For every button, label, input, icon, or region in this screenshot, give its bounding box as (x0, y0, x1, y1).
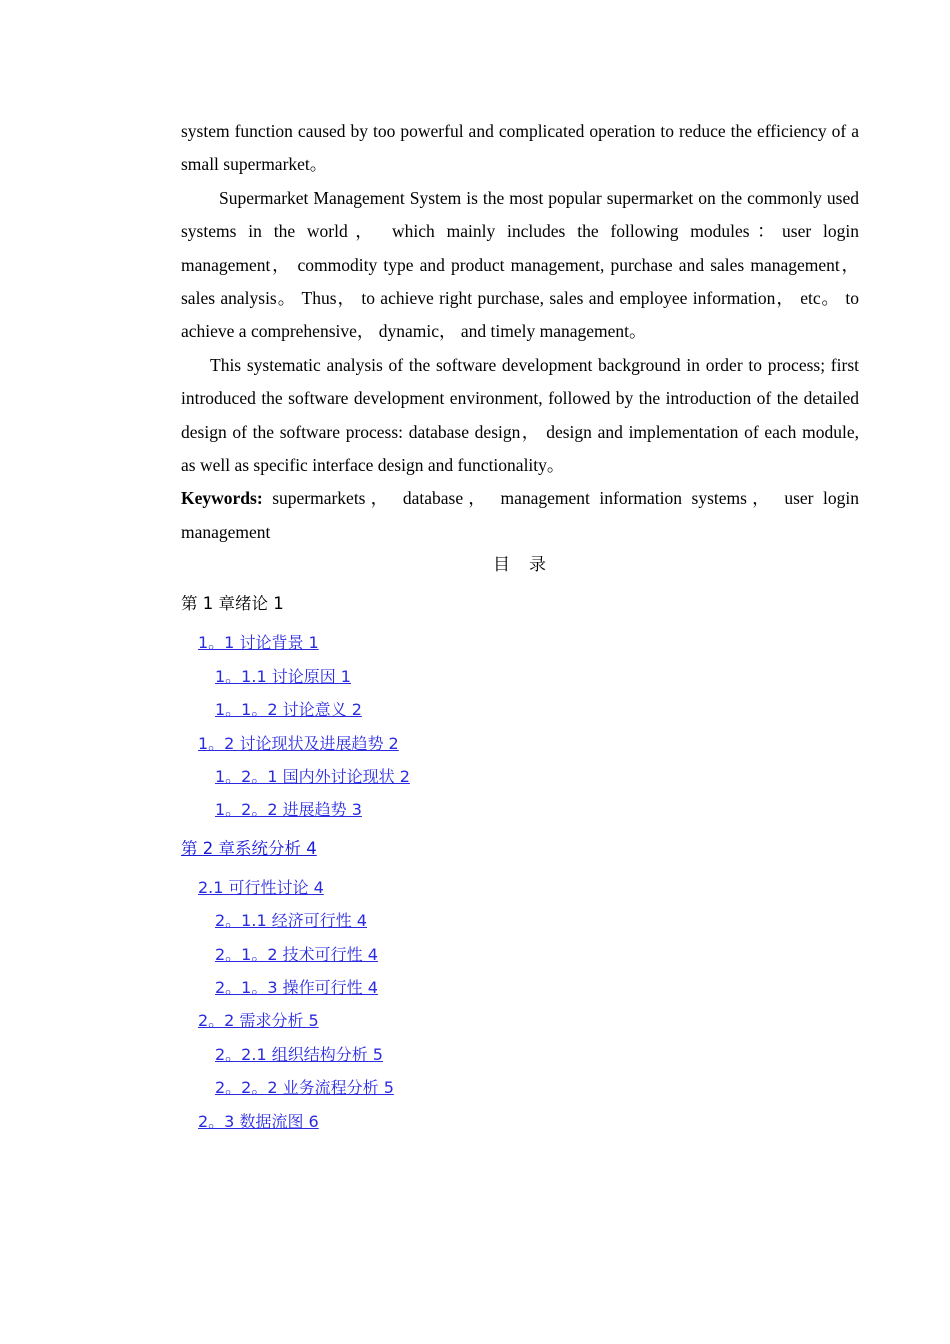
toc-item[interactable] (181, 660, 859, 693)
toc-link[interactable]: 2。2。2 业务流程分析 5 (215, 1078, 394, 1098)
toc-link[interactable]: 1。1 讨论背景 1 (198, 633, 319, 653)
keywords-text: supermarkets， database， management information systems， user login management (181, 488, 859, 542)
keywords-paragraph (181, 482, 859, 549)
toc-link[interactable]: 2。2 需求分析 5 (198, 1011, 319, 1031)
abstract-paragraph-3: This systematic analysis of the software development background in order to process; first introduced the software development environment, followed by the introduction of the detailed design of the software process: database design， design and implementation of each module, as well as specific interface design and functionality。 (181, 354, 859, 476)
abstract-paragraph-2: Supermarket Management System is the most popular supermarket on the commonly used systems in the world， which mainly includes the following modules：user login management， commodity type and product management, purchase and sales management， sales analysis。 Thus， to achieve right purchase, sales and employee information， etc。 to achieve a comprehensive， dynamic， and timely management。 (181, 187, 859, 342)
toc-item[interactable] (181, 1038, 859, 1071)
page-content (181, 115, 859, 1138)
toc-link[interactable]: 2。1。2 技术可行性 4 (215, 944, 378, 964)
toc-link[interactable]: 2。1.1 经济可行性 4 (215, 911, 367, 931)
toc-item[interactable] (181, 793, 859, 826)
toc-chapter-2[interactable]: 第 2 章系统分析 4 (181, 838, 317, 858)
toc-item[interactable] (181, 971, 859, 1004)
toc-item[interactable] (181, 693, 859, 726)
toc-item[interactable] (181, 904, 859, 937)
toc-item[interactable] (181, 626, 859, 659)
toc-chapter-1[interactable]: 第 1 章绪论 1 (181, 594, 284, 614)
toc-item[interactable] (181, 938, 859, 971)
toc-link[interactable]: 1。1.1 讨论原因 1 (215, 666, 351, 686)
toc-link[interactable]: 1。2。1 国内外讨论现状 2 (215, 766, 410, 786)
toc-link[interactable]: 2。1。3 操作可行性 4 (215, 977, 378, 997)
toc-link[interactable]: 1。2。2 进展趋势 3 (215, 800, 362, 820)
keywords-label: Keywords: (181, 488, 263, 509)
toc-link[interactable]: 2。3 数据流图 6 (198, 1111, 319, 1131)
toc-link[interactable]: 2.1 可行性讨论 4 (198, 877, 324, 897)
toc-item[interactable] (181, 760, 859, 793)
toc-link[interactable]: 2。2.1 组织结构分析 5 (215, 1044, 383, 1064)
toc-item[interactable] (181, 727, 859, 760)
toc-link[interactable]: 1。1。2 讨论意义 2 (215, 700, 362, 720)
toc-item[interactable] (181, 1105, 859, 1138)
toc-item[interactable] (181, 1004, 859, 1037)
toc-item[interactable] (181, 1071, 859, 1104)
toc-link[interactable]: 1。2 讨论现状及进展趋势 2 (198, 733, 399, 753)
toc-item[interactable] (181, 871, 859, 904)
abstract-paragraph-1: system function caused by too powerful and complicated operation to reduce the efficiency of a small supermarket。 (181, 121, 859, 175)
toc-title: 目 录 (493, 555, 547, 576)
